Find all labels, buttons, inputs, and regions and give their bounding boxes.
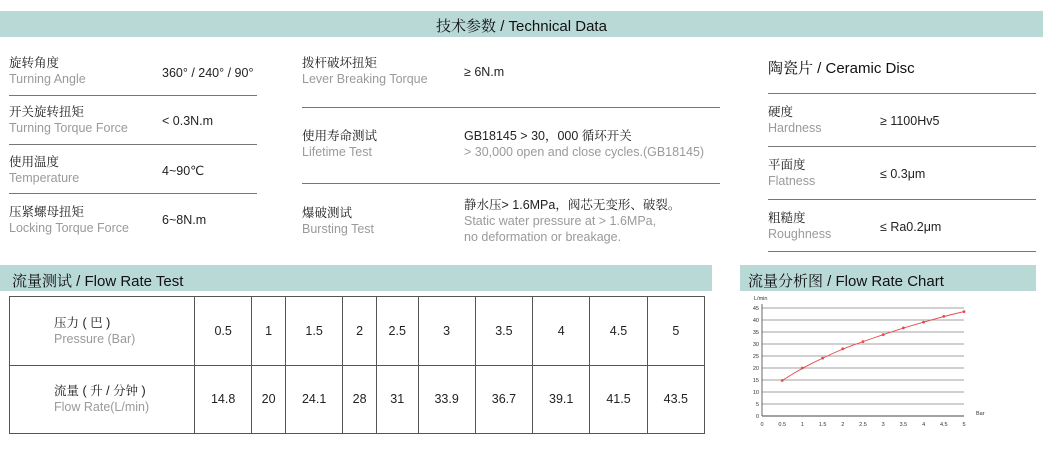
y-tick-label: 30 [752, 342, 759, 348]
spec-label-cn: 粗糙度 [768, 211, 806, 225]
spec-value-en: no deformation or breakage. [464, 230, 622, 244]
spec-value-en: > 30,000 open and close cycles.(GB18145) [464, 145, 705, 159]
flow-chart-title: 流量分析图 / Flow Rate Chart [748, 273, 944, 290]
divider [768, 146, 1036, 147]
spec-turning-torque [9, 104, 128, 136]
spec-value: ≤ 0.3μm [880, 167, 926, 181]
table-cell: 33.9 [418, 365, 475, 434]
table-cell: 43.5 [647, 365, 704, 434]
spec-label-en: Turning Angle [9, 72, 86, 86]
table-cell: 4.5 [590, 297, 647, 366]
divider [302, 107, 720, 108]
data-point [882, 333, 885, 336]
page-title: 技术参数 / Technical Data [436, 18, 607, 35]
spec-label-en: Locking Torque Force [9, 221, 129, 235]
divider [768, 93, 1036, 94]
flow-row [10, 365, 705, 434]
ceramic-roughness [768, 210, 831, 242]
y-tick-label: 35 [752, 330, 759, 336]
spec-turning-angle [9, 55, 86, 87]
flow-header [10, 365, 195, 434]
flow-rate-table [9, 296, 705, 434]
y-tick-label: 20 [752, 366, 759, 372]
divider [9, 144, 257, 145]
table-cell: 2 [343, 297, 377, 366]
x-tick-label: 2 [841, 422, 845, 428]
spec-bursting-test [302, 205, 374, 237]
flow-rate-chart [742, 292, 1002, 432]
spec-lever-breaking-torque [302, 55, 428, 87]
spec-value: ≤ Ra0.2μm [880, 220, 942, 234]
series-line [782, 312, 964, 381]
data-point [801, 367, 804, 370]
spec-label-en: Bursting Test [302, 222, 375, 236]
spec-label-en: Turning Torque Force [9, 121, 128, 135]
x-tick-label: 1.5 [818, 422, 827, 428]
data-point [902, 327, 905, 330]
x-tick-label: 0.5 [778, 422, 787, 428]
table-cell: 0.5 [195, 297, 252, 366]
x-tick-label: 0 [760, 422, 764, 428]
flow-label-en: Flow Rate(L/min) [54, 400, 150, 415]
spec-label-cn: 硬度 [768, 105, 794, 119]
data-point [781, 379, 784, 382]
table-cell: 4 [533, 297, 590, 366]
table-cell: 36.7 [475, 365, 532, 434]
y-tick-label: 0 [755, 414, 759, 420]
data-point [942, 315, 945, 318]
spec-label-cn: 压紧螺母扭矩 [9, 205, 85, 219]
spec-label-cn: 旋转角度 [9, 56, 60, 70]
spec-value-cn: GB18145 > 30，000 循环开关 [464, 129, 632, 143]
spec-temperature [9, 154, 79, 186]
x-axis-label: Bar [976, 411, 985, 417]
x-tick-label: 1 [800, 422, 804, 428]
y-tick-label: 15 [752, 378, 759, 384]
spec-value: 4~90℃ [162, 164, 205, 178]
spec-label-en: Flatness [768, 174, 816, 188]
data-point [821, 357, 824, 360]
spec-value-en: Static water pressure at > 1.6MPa, [464, 214, 657, 228]
spec-label-en: Hardness [768, 121, 822, 135]
x-tick-label: 2.5 [859, 422, 867, 428]
spec-value: 6~8N.m [162, 213, 207, 227]
y-tick-label: 45 [752, 306, 759, 312]
table-cell: 39.1 [533, 365, 590, 434]
table-cell: 5 [647, 297, 704, 366]
divider [302, 183, 720, 184]
y-tick-label: 25 [752, 354, 759, 360]
x-tick-label: 5 [962, 422, 966, 428]
pressure-label-cn: 压力 ( 巴 ) [54, 315, 111, 330]
y-tick-label: 5 [755, 402, 759, 408]
flow-test-title: 流量测试 / Flow Rate Test [12, 273, 184, 290]
table-cell: 1 [252, 297, 286, 366]
spec-value: ≥ 6N.m [464, 65, 505, 79]
table-cell: 2.5 [376, 297, 418, 366]
table-cell: 20 [252, 365, 286, 434]
divider [768, 199, 1036, 200]
spec-label-en: Lifetime Test [302, 145, 372, 159]
ceramic-flatness [768, 157, 815, 189]
pressure-row [10, 297, 705, 366]
spec-value-cn: 静水压> 1.6MPa，阀芯无变形、破裂。 [464, 198, 681, 212]
table-cell: 41.5 [590, 365, 647, 434]
spec-label-en: Temperature [9, 171, 80, 185]
table-cell: 3.5 [475, 297, 532, 366]
x-tick-label: 3 [881, 422, 885, 428]
table-cell: 3 [418, 297, 475, 366]
spec-value-block [464, 128, 704, 160]
x-tick-label: 4.5 [939, 422, 948, 428]
divider [768, 251, 1036, 252]
divider [9, 95, 257, 96]
divider [9, 193, 257, 194]
table-cell: 14.8 [195, 365, 252, 434]
spec-label-en: Roughness [768, 227, 832, 241]
data-point [963, 310, 966, 313]
spec-value-block [464, 197, 680, 245]
pressure-header [10, 297, 195, 366]
table-cell: 31 [376, 365, 418, 434]
ceramic-disc-title: 陶瓷片 / Ceramic Disc [768, 60, 915, 77]
table-cell: 24.1 [285, 365, 342, 434]
spec-label-cn: 开关旋转扭矩 [9, 105, 85, 119]
data-point [841, 347, 844, 350]
y-tick-label: 40 [752, 318, 759, 324]
table-cell: 1.5 [285, 297, 342, 366]
flow-label-cn: 流量 ( 升 / 分钟 ) [54, 384, 146, 399]
y-tick-label: 10 [752, 390, 759, 396]
spec-value: ≥ 1100Hv5 [880, 114, 940, 128]
spec-label-cn: 爆破测试 [302, 206, 353, 220]
spec-value: 360° / 240° / 90° [162, 66, 254, 80]
header-banner [0, 11, 1043, 37]
spec-locking-torque [9, 204, 129, 236]
spec-label-cn: 使用寿命测试 [302, 129, 378, 143]
spec-lifetime-test [302, 128, 377, 160]
pressure-label-en: Pressure (Bar) [54, 331, 136, 346]
spec-label-cn: 使用温度 [9, 155, 60, 169]
data-point [862, 340, 865, 343]
spec-value: < 0.3N.m [162, 114, 214, 128]
table-cell: 28 [343, 365, 377, 434]
spec-label-en: Lever Breaking Torque [302, 72, 428, 86]
x-tick-label: 4 [922, 422, 926, 428]
ceramic-hardness [768, 104, 822, 136]
x-tick-label: 3.5 [899, 422, 908, 428]
data-point [922, 321, 925, 324]
y-axis-label: L/min [754, 296, 768, 302]
spec-label-cn: 拨杆破坏扭矩 [302, 56, 378, 70]
spec-label-cn: 平面度 [768, 158, 806, 172]
